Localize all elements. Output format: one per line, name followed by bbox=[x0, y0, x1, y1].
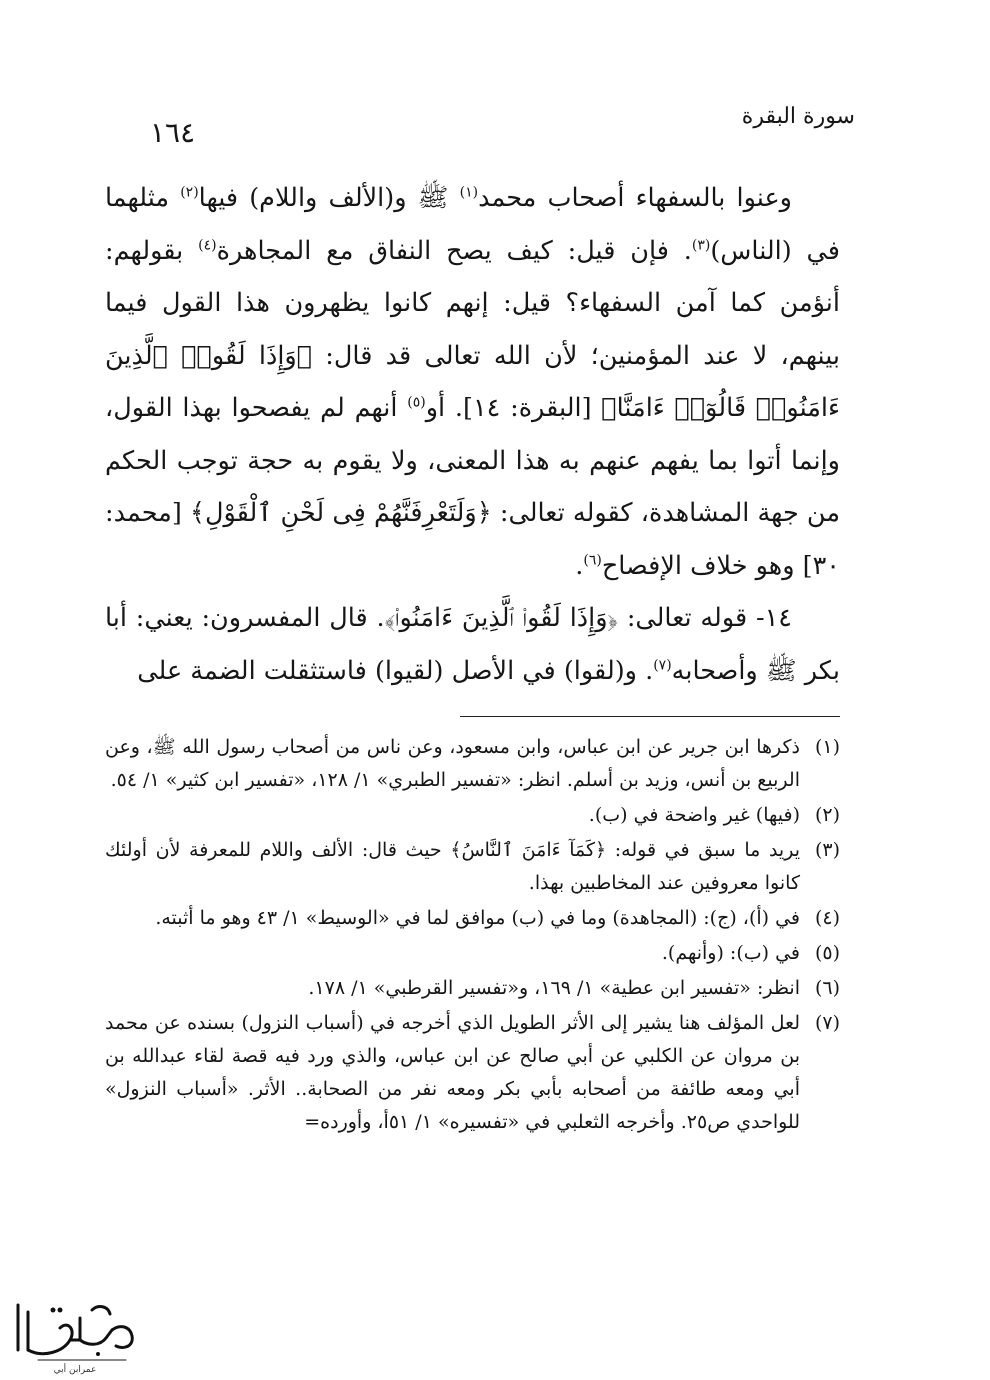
paragraph-2 bbox=[105, 592, 840, 697]
footnote-1 bbox=[105, 731, 840, 797]
footnote-5 bbox=[105, 937, 840, 970]
footnote-ref: (٦) bbox=[583, 552, 602, 568]
footnote-ref: (٣) bbox=[691, 237, 711, 253]
footnote-ref: (٧) bbox=[653, 657, 672, 673]
footnote-text: ذكرها ابن جرير عن ابن عباس، وابن مسعود، وعن ناس من أصحاب رسول الله ﷺ، وعن الربيع بن أنس، وزيد بن أسلم. انظر: «تفسير الطبري» ١/ ١٢٨، «تفسير ابن كثير» ١/ ٥٤. bbox=[105, 736, 800, 791]
footnote-number: (١) bbox=[814, 736, 840, 758]
main-text bbox=[105, 172, 840, 697]
footnote-3 bbox=[105, 834, 840, 900]
footnote-text: انظر: «تفسير ابن عطية» ١/ ١٦٩، و«تفسير القرطبي» ١/ ١٧٨. bbox=[308, 977, 800, 999]
stamp-subtext: عمرابن أبي bbox=[53, 1365, 97, 1375]
paragraph-1 bbox=[105, 172, 840, 592]
quran-verse: ﴿وَإِذَا لَقُوا۟ ٱلَّذِينَ ءَامَنُوا۟ قَالُوٓا۟ ءَامَنَّا﴾ bbox=[105, 340, 841, 423]
footnote-number: (٦) bbox=[814, 977, 840, 999]
footnote-4 bbox=[105, 902, 840, 935]
text-run: ﷺ و(الألف واللام) فيها bbox=[198, 183, 460, 213]
footnote-text: في (ب): (وأنهم). bbox=[661, 942, 800, 964]
footnote-number: (٤) bbox=[814, 907, 840, 929]
footnote-ref: (٥) bbox=[407, 394, 426, 411]
text-run: [البقرة: ١٤]. أو bbox=[425, 393, 602, 423]
footnote-7 bbox=[105, 1007, 840, 1139]
footnote-divider bbox=[460, 716, 840, 717]
text-run: . bbox=[575, 550, 584, 581]
footnotes bbox=[105, 731, 840, 1141]
text-run: . قال المفسرون: يعني: أبا بكر ﷺ وأصحابه bbox=[105, 603, 840, 686]
text-run: [محمد: ٣٠] وهو خلاف الإفصاح bbox=[105, 498, 840, 581]
footnote-ref: (١) bbox=[459, 184, 479, 201]
quran-verse: ﴿وَلَتَعْرِفَنَّهُمْ فِى لَحْنِ ٱلْقَوْلِ﴾ bbox=[190, 498, 492, 528]
footnote-ref: (٢) bbox=[180, 184, 199, 201]
footnote-ref: (٤) bbox=[198, 237, 217, 253]
text-run: أنهم لم يفصحوا بهذا القول، وإنما أتوا بما يفهم عنهم به هذا المعنى، ولا يقوم به حجة توجب الحكم من جهة المشاهدة، كقوله تعالى: bbox=[105, 393, 840, 528]
page-header bbox=[150, 100, 855, 150]
text-run: وعنوا بالسفهاء أصحاب محمد bbox=[478, 183, 792, 213]
text-run: بقولهم: أنؤمن كما آمن السفهاء؟ قيل: إنهم كانوا يظهرون هذا القول فيما بينهم، لا عند المؤمنين؛ لأن الله تعالى قد قال: bbox=[105, 235, 840, 371]
footnote-2 bbox=[105, 799, 840, 832]
text-run: ١٤- قوله تعالى: bbox=[618, 603, 792, 633]
footnote-6 bbox=[105, 972, 840, 1005]
text-run: . و(لقوا) في الأصل (لقيوا) فاستثقلت الضمة على bbox=[137, 655, 654, 686]
text-run: . فإن قيل: كيف يصح النفاق مع المجاهرة bbox=[216, 235, 692, 266]
surah-title: سورة البقرة bbox=[741, 104, 855, 129]
footnote-text: في (أ)، (ج): (المجاهدة) وما في (ب) موافق لما في «الوسيط» ١/ ٤٣ وهو ما أثبته. bbox=[155, 907, 800, 929]
footnote-text: يريد ما سبق في قوله: ﴿كَمَآ ءَامَنَ ٱلنَّاسُ﴾ حيث قال: الألف واللام للمعرفة لأن أولئك كانوا معروفين عند المخاطبين بهذا. bbox=[105, 839, 800, 894]
footnote-number: (٢) bbox=[814, 804, 840, 826]
footnote-number: (٣) bbox=[814, 839, 840, 861]
footnote-text: لعل المؤلف هنا يشير إلى الأثر الطويل الذي أخرجه في (أسباب النزول) بسنده عن محمد بن مروان عن الكلبي عن أبي صالح عن ابن عباس، والذي ورد فيه قصة لقاء عبدالله بن أبي ومعه طائفة من أصحابه بأبي بكر ومعه نفر من الصحابة.. الأثر. «أسباب النزول» للواحدي ص٢٥. وأخرجه الثعلبي في «تفسيره» ١/ ٥١أ، وأورده= bbox=[105, 1012, 800, 1133]
footnote-text: (فيها) غير واضحة في (ب). bbox=[588, 804, 800, 826]
footnote-number: (٥) bbox=[814, 942, 840, 964]
publisher-stamp-logo bbox=[8, 1290, 143, 1375]
page-number: ١٦٤ bbox=[150, 116, 196, 149]
footnote-number: (٧) bbox=[814, 1012, 840, 1034]
text-run: مثلهما في (الناس) bbox=[105, 183, 840, 266]
quran-verse: ﴿وَإِذَا لَقُوا۟ ٱلَّذِينَ ءَامَنُوا۟﴾ bbox=[384, 603, 619, 633]
